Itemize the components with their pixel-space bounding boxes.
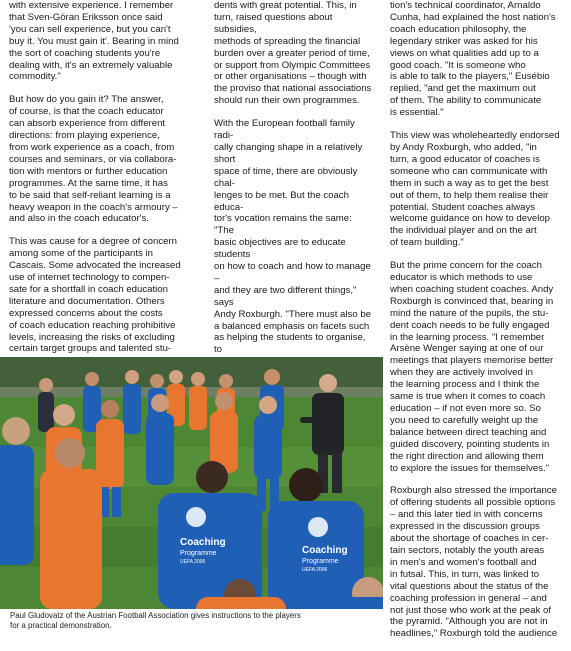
col3-paragraph-4: Roxburgh also stressed the importance of offering students all possible options – and this later tied in with concerns expressed in the discussion groups about the shortage of coaches in cer- tain sectors, notably the youth areas in men's and women's football and in futsal. This, in turn, was linked to vital questions about the status of the coaching profession in general – and not just those who work at the peak of the pyramid. "Although you are not in headlines," Roxburgh told the audience <box>390 485 558 640</box>
col2-paragraph-1: dents with great potential. This, in turn, raised questions about subsidies, methods of spreading the financial burden over a greater period of time, or support from Olympic Committees or other organisations – though with the proviso that national associations should run their own programmes. <box>214 0 372 107</box>
training-photo <box>0 357 383 609</box>
col1-paragraph-2: But how do you gain it? The answer, of course, is that the coach educator can absorb experience from different directions: from playing experience, from work experience as a coach, from courses and seminars, or via collabora- tion with mentors or further education programmes. At the same time, it has to be said that self-reliant learning is a heavy weapon in the coach's armoury – and also in the coach educator's. <box>9 94 178 225</box>
shirt-text-programme-2: Programme <box>302 558 339 565</box>
shirt-text-coaching: Coaching <box>180 537 226 548</box>
col3-paragraph-1: tion's technical coordinator, Arnaldo Cunha, had explained the host nation's coach education philosophy, the legendary striker was asked for his views on what qualities add up to a good coach. "It is someone who is able to talk to the players," Eusébio replied, "and get the maximum out of them. The ability to communicate is essential." <box>390 0 556 119</box>
article-column-1 <box>9 0 197 366</box>
article-column-3 <box>390 0 562 651</box>
shirt-text-coaching-2: Coaching <box>302 545 348 556</box>
col3-paragraph-2: This view was wholeheartedly endorsed by Andy Roxburgh, who added, "in turn, a good educator of coaches is someone who can communicate with them in such a way as to get the best out of them, to help them realise their potential. Student coaches always welcome guidance on how to develop the individual player and on the art of team building." <box>390 130 560 249</box>
col3-paragraph-3: But the prime concern for the coach educator is which methods to use when coaching student coaches. Andy Roxburgh is convinced that, bearing in mind the nature of the pupils, the stu- dent coach needs to be fully engaged in the learning process. "I remember Arsène Wenger saying at one of our meetings that players memorise better when they are actively involved in the learning process and I think the same is true when it comes to coach education – if not even more so. So you need to carefully weight up the balance between direct teaching and guided discovery, pointing students in the right direction and allowing them to explore the issues for themselves." <box>390 260 554 474</box>
col1-paragraph-1: with extensive experience. I remember that Sven-Göran Eriksson once said 'you can sell experience, but you can't buy it. You must gain it'. Bearing in mind the sort of coaching students you're dealing with, it's an extremely valuable commodity." <box>9 0 179 83</box>
col1-paragraph-3: This was cause for a degree of concern among some of the participants in Cascais. Some advocated the increased use of internet technology to compen- sate for a shortfall in coach education literature and documentation. Others expressed concerns about the costs of coach education reaching prohibitive levels, increasing the risks of excluding certain target groups and talented stu- <box>9 236 181 355</box>
shirt-text-year: UEFA 2006 <box>180 559 206 565</box>
shirt-text-programme: Programme <box>180 550 217 557</box>
photo-caption: Paul Gludovatz of the Austrian Football Association gives instructions to the players for a practical demonstration. <box>10 611 301 630</box>
training-photo-illustration <box>0 357 383 609</box>
col2-paragraph-2: With the European football family radi- cally changing shape in a relatively short space of time, there are obviously chal- lenges to be met. But the coach educa- tor's vocation remains the same: "The basic objectives are to educate students on how to coach and how to manage – and they are two different things," says Andy Roxburgh. "There must also be a balanced emphasis on facets such as helping the students to organise, to <box>214 118 371 356</box>
shirt-text-year-2: UEFA 2006 <box>302 567 328 573</box>
